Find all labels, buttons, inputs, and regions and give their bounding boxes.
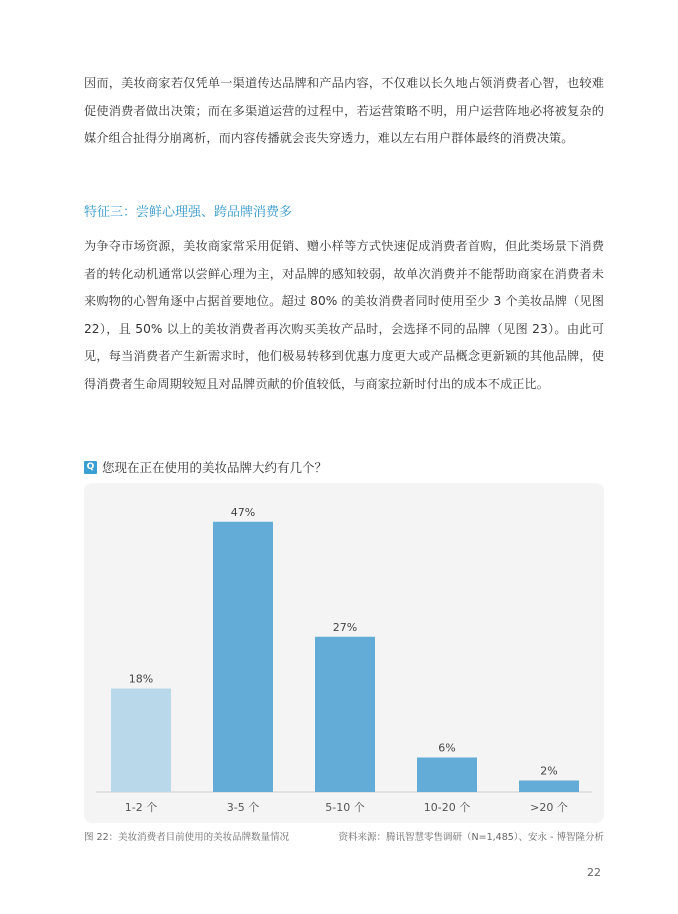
data-label-1: 18%: [128, 672, 154, 686]
data-label-2: 47%: [230, 505, 256, 519]
category-label-2: 3-5 个: [226, 801, 260, 814]
figure-caption: 图 22：美妆消费者目前使用的美妆品牌数量情况: [84, 832, 290, 843]
category-label-4: 10-20 个: [423, 801, 471, 814]
data-label-5: 2%: [540, 764, 558, 778]
question-icon: Q: [84, 461, 97, 474]
category-label-3: 5-10 个: [325, 801, 365, 814]
bar-1: [111, 689, 171, 793]
source-note: 资料来源：腾讯智慧零售调研（N=1,485）、安永 - 博智隆分析: [338, 832, 604, 843]
paragraph-intro: 因而，美妆商家若仅凭单一渠道传达品牌和产品内容，不仅难以长久地占领消费者心智，也较难促使消费者做出决策；而在多渠道运营的过程中，若运营策略不明，用户运营阵地必将被复杂的媒介组合扯得分崩离析，而内容传播就会丧失穿透力，难以左右用户群体最终的消费决策。: [84, 76, 604, 145]
bar-5: [519, 781, 579, 793]
chart-panel: [84, 483, 604, 823]
bar-chart: [84, 483, 604, 823]
page-number: 22: [587, 866, 601, 879]
bar-4: [417, 758, 477, 793]
category-label-1: 1-2 个: [124, 801, 158, 814]
chart-question-row: [84, 457, 327, 477]
bar-2: [213, 522, 273, 792]
data-label-3: 27%: [332, 620, 358, 634]
chart-question: 您现在正在使用的美妆品牌大约有几个？: [102, 460, 328, 475]
section-heading: 特征三：尝鲜心理强、跨品牌消费多: [84, 205, 293, 220]
data-label-4: 6%: [438, 741, 456, 755]
category-label-5: >20 个: [530, 801, 568, 814]
paragraph-feature-three: 为争夺市场资源，美妆商家常采用促销、赠小样等方式快速促成消费者首购，但此类场景下消费者的转化动机通常以尝鲜心理为主，对品牌的感知较弱，故单次消费并不能帮助商家在消费者未来购物的心智角逐中占据首要地位。超过 80% 的美妆消费者同时使用至少 3 个美妆品牌（见图 22），且 50% 以上的美妆消费者再次购买美妆产品时，会选择不同的品牌（见图 23）。由此可见，每当消费者产生新需求时，他们极易转移到优惠力度更大或产品概念更新颖的其他品牌，使得消费者生命周期较短且对品牌贡献的价值较低，与商家拉新时付出的成本不成正比。: [84, 239, 604, 391]
bar-3: [315, 637, 375, 792]
